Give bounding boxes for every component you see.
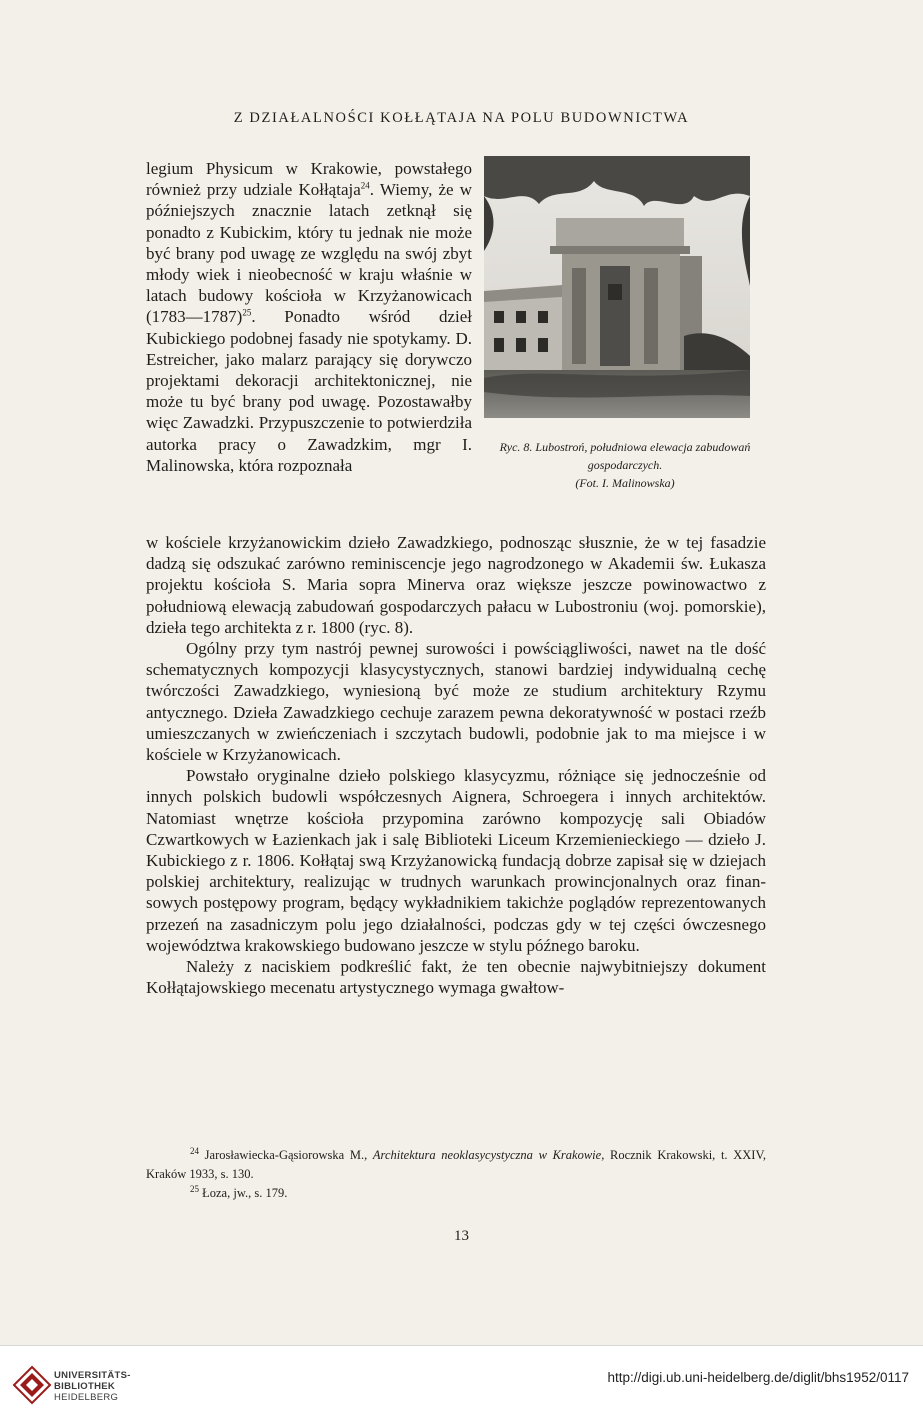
- footnote-rest: , Rocznik Krakowski, t. XXIV, Kraków 1933, s. 130.: [146, 1148, 766, 1181]
- paragraph-continuation: w kościele krzyżanowickim dzieło Zawadzkiego, podnosząc słusznie, że w tej fasadzie dadzą się odszukać zarówno reminiscencje jego nagrodzonego w Akademii św. Łukasza projektu kościoła S. Maria sopra Minerva oraz większe jeszcze powinowactwo z południową elewacją zabudowań gospodarczych pałacu w Lubostroniu (woj. pomorskie), dzieła tego architekta z r. 1800 (ryc. 8).: [146, 533, 766, 637]
- caption-credit: (Fot. I. Malinowska): [575, 476, 675, 490]
- paragraph: Ogólny przy tym nastrój pewnej surowości i powściągliwości, nawet na tle dość schematycznych kompozycji klasycystycznych, stanowi bardziej indywidualną cechę twórczości Zawadzkiego, wyniesioną być może ze studium architektury Rzymu antycznego. Dzieła Zawadzkiego cechuje zarazem pewna dekoratywność w postaci rzeźb umieszczanych w zwieńczeniach i szczytach budowli, podobnie jak to ma miejsce i w kościele w Krzyżanowicach.: [146, 639, 766, 765]
- figure-caption: [484, 438, 766, 492]
- footnotes: [146, 1146, 766, 1203]
- column-text: [146, 158, 472, 476]
- caption-line: Ryc. 8. Lubostroń, południowa elewacja zabudowań gospodarczych.: [499, 440, 751, 472]
- library-name-line: HEIDELBERG: [54, 1392, 119, 1403]
- paragraph: Należy z naciskiem podkreślić fakt, że ten obecnie najwybitniejszy dokument Kołłątajowskiego mecenatu artystycznego wymaga gwałtow-: [146, 957, 766, 998]
- footnote-24: [146, 1146, 766, 1184]
- page-number: 13: [454, 1228, 469, 1244]
- column-text-part1: legium Physicum w Krakowie, powstałego również przy udziale Kołłątaja: [146, 159, 472, 200]
- library-name: [54, 1370, 131, 1403]
- photo-lubostron-building: [484, 156, 750, 418]
- running-head: Z DZIAŁALNOŚCI KOŁŁĄTAJA NA POLU BUDOWNICTWA: [233, 110, 690, 126]
- footnote-ref-25[interactable]: 25: [242, 307, 252, 318]
- footnote-author: Łoza, jw., s. 179.: [202, 1186, 288, 1200]
- university-library-logo-icon[interactable]: [12, 1365, 52, 1405]
- footer-bar: [0, 1345, 923, 1421]
- footnote-25: [146, 1184, 766, 1203]
- figure-photo: [484, 156, 750, 418]
- footnote-ref-24[interactable]: 24: [360, 180, 370, 191]
- column-text-part3: . Ponadto wśród dzieł Kubickiego podobnej fasady nie spotykamy. D. Estreicher, jako malarz parający się dorywczo projektami dekoracji architektonicznej, nie może tu być brany pod uwagę. Pozostawałby więc Zawadzki. Przypuszczenie to potwierdziła autorka pracy o Zawadzkim, mgr I. Malinowska, która rozpoznała: [146, 307, 472, 475]
- footnote-number: 24: [190, 1145, 199, 1156]
- body-text: [146, 532, 766, 998]
- library-name-line: BIBLIOTHEK: [54, 1381, 116, 1392]
- footnote-title: Architektura neoklasycystyczna w Krakowie: [372, 1148, 602, 1162]
- paragraph: Powstało oryginalne dzieło polskiego klasycyzmu, różniące się jednocześnie od innych polskich budowli współczesnych Aignera, Schroegera i innych architektów. Natomiast wnętrze kościoła przypomina zarówno kompozycję sali Obiadów Czwartkowych w Łazienkach jak i salę Biblioteki Liceum Krzemienieckiego — dzieło J. Kubickiego z r. 1806. Kołłątaj swą Krzyżanowicką fundacją dobrze zapisał się w dziejach polskiej architektury, realizując w trudnych warunkach prowincjonalnych oraz finansowych postępowy program, będący wykładnikiem takichże poglądów reprezentowanych przezeń na zasadniczym polu jego działalności, podczas gdy w tej części ówczesnego województwa krakowskiego budowano jeszcze w stylu późnego baroku.: [146, 766, 766, 955]
- footnote-author: Jarosławiecka-Gąsiorowska M.,: [204, 1148, 373, 1162]
- column-text-part2: . Wiemy, że w późniejszych znacznie latach zetknął się ponadto z Kubickim, który tu jednak nie może być brany pod uwagę ze względu na swój zbyt młody wiek i nieobecność w kraju właśnie w latach budowy kościoła w Krzyżanowicach (1783—1787): [146, 180, 472, 327]
- library-name-line: UNIVERSITÄTS-: [54, 1370, 131, 1381]
- source-url-link[interactable]: http://digi.ub.uni-heidelberg.de/diglit/bhs1952/0117: [607, 1370, 909, 1385]
- footnote-number: 25: [190, 1183, 199, 1194]
